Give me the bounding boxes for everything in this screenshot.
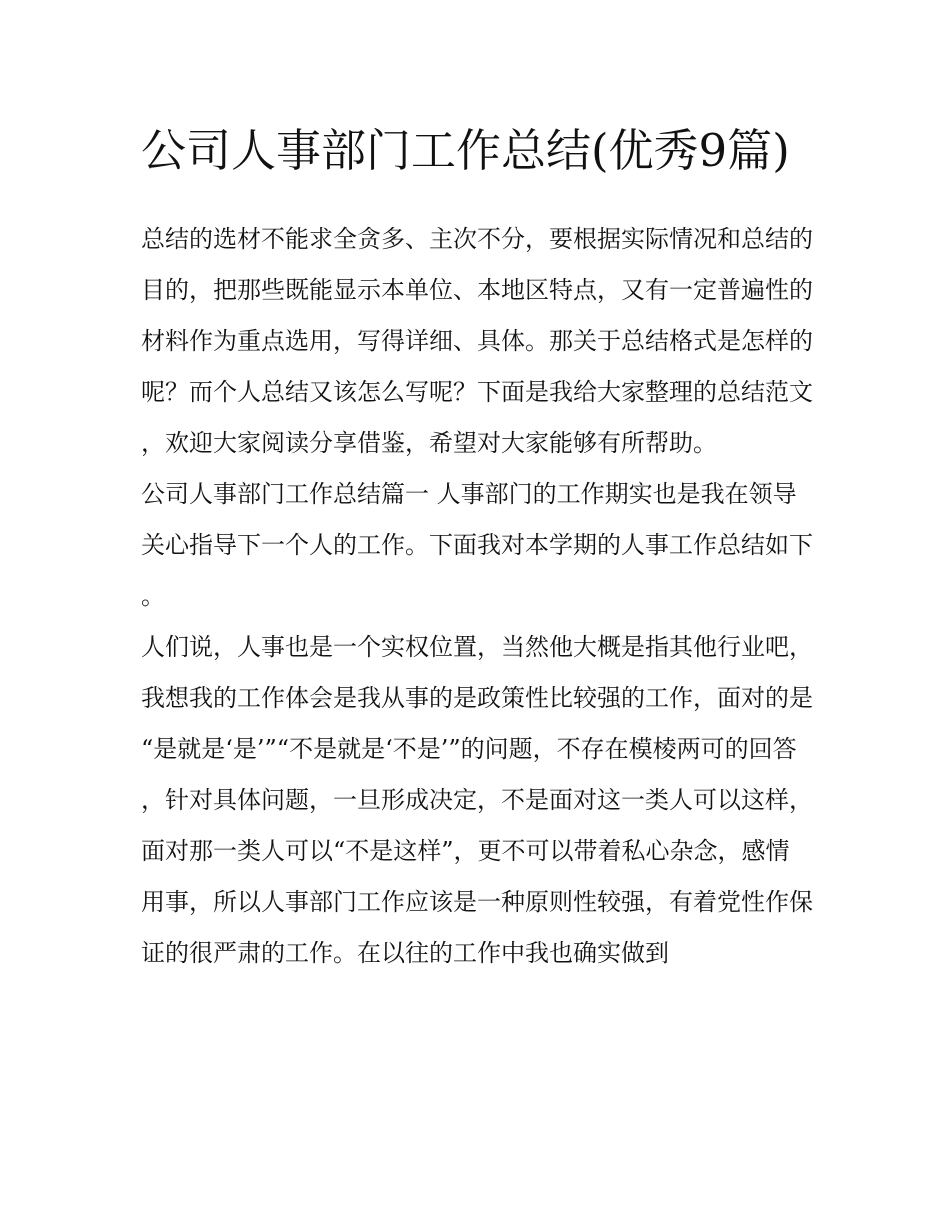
- document-body: [141, 112, 813, 979]
- body-paragraph: 人们说，人事也是一个实权位置，当然他大概是指其他行业吧，我想我的工作体会是我从事的是政策性比较强的工作，面对的是“是就是‘是’”“不是就是‘不是’”的问题，不存在模棱两可的回答，针对具体问题，一旦形成决定，不是面对这一类人可以这样，面对那一类人可以“不是这样”，更不可以带着私心杂念，感情用事，所以人事部门工作应该是一种原则性较强，有着党性作保证的很严肃的工作。在以往的工作中我也确实做到: [141, 633, 813, 967]
- section-one-paragraph: 公司人事部门工作总结篇一 人事部门的工作期实也是我在领导关心指导下一个人的工作。下面我对本学期的人事工作总结如下。: [141, 480, 813, 610]
- document-title: 公司人事部门工作总结(优秀9篇): [141, 124, 790, 177]
- intro-paragraph: 总结的选材不能求全贪多、主次不分，要根据实际情况和总结的目的，把那些既能显示本单位、本地区特点，又有一定普遍性的材料作为重点选用，写得详细、具体。那关于总结格式是怎样的呢？而个人总结又该怎么写呢？下面是我给大家整理的总结范文，欢迎大家阅读分享借鉴，希望对大家能够有所帮助。: [141, 225, 813, 457]
